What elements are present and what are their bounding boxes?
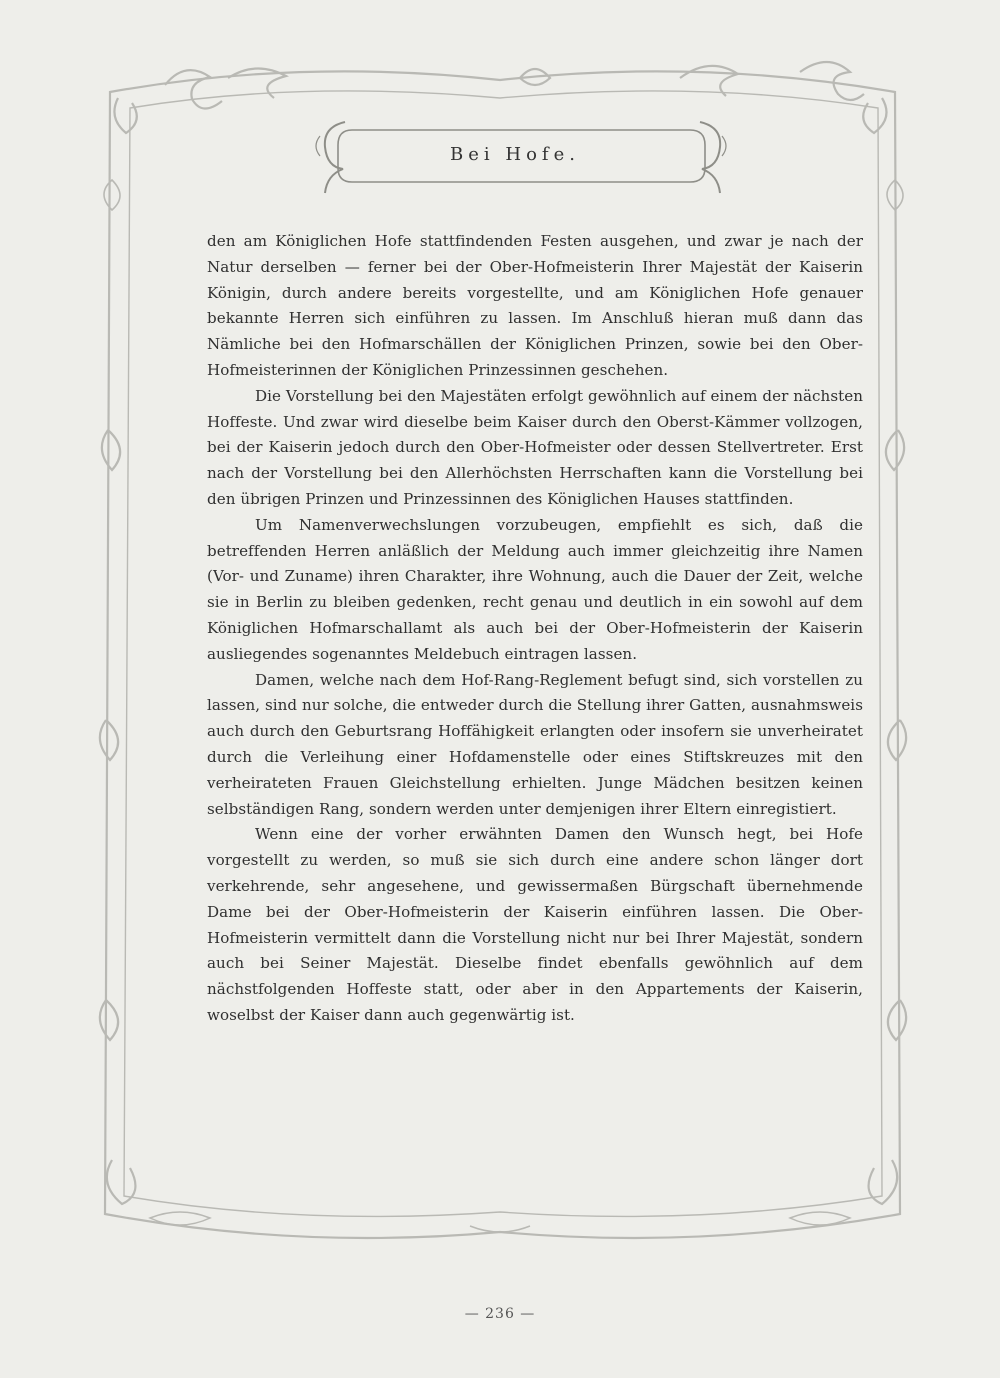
- paragraph-5: Wenn eine der vorher erwähnten Damen den Wunsch hegt, bei Hofe vorgestellt zu werden, so muß sie sich durch eine andere schon länger dort verkehrende, sehr angesehene, und gewissermaßen Bürgschaft übernehmende Dame bei der Ober-Hofmeisterin der Kaiserin einführen lassen. Die Ober-Hofmeisterin vermittelt dann die Vorstellung nicht nur bei Ihrer Majestät, sondern auch bei Seiner Majestät. Dieselbe findet ebenfalls gewöhnlich auf dem nächstfolgenden Hoffeste statt, oder aber in den Appartements der Kaiserin, woselbst der Kaiser dann auch gegenwärtig ist.: [207, 825, 863, 1024]
- body-text: [207, 229, 863, 1029]
- paragraph-4: Damen, welche nach dem Hof-Rang-Reglement befugt sind, sich vorstellen zu lassen, sind nur solche, die entweder durch die Stellung ihrer Gatten, ausnahmsweis auch durch den Geburtsrang Hoffähigkeit erlangten oder insofern sie unverheiratet durch die Verleihung einer Hofdamenstelle oder eines Stiftskreuzes mit den verheirateten Frauen Gleichstellung erhielten. Junge Mädchen besitzen keinen selbständigen Rang, sondern werden unter demjenigen ihrer Eltern einregistiert.: [207, 670, 863, 818]
- page-number: — 236 —: [464, 1306, 536, 1322]
- running-header: [318, 128, 712, 184]
- page-title: Bei Hofe.: [450, 144, 580, 165]
- paragraph-2: Die Vorstellung bei den Majestäten erfolgt gewöhnlich auf einem der nächsten Hoffeste. Und zwar wird dieselbe beim Kaiser durch den Oberst-Kämmer vollzogen, bei der Kaiserin jedoch durch den Ober-Hofmeister oder dessen Stellvertreter. Erst nach der Vorstellung bei den Allerhöchsten Herrschaften kann die Vorstellung bei den übrigen Prinzen und Prinzessinnen des Königlichen Hauses stattfinden.: [207, 386, 863, 508]
- paragraph-1: den am Königlichen Hofe stattfindenden Festen ausgehen, und zwar je nach der Natur derselben — ferner bei der Ober-Hofmeisterin Ihrer Majestät der Kaiserin Königin, durch andere bereits vorgestellte, und am Königlichen Hofe genauer bekannte Herren sich einführen zu lassen. Im Anschluß hieran muß dann das Nämliche bei den Hofmarschällen der Königlichen Prinzen, sowie bei den Ober-Hofmeisterinnen der Königlichen Prinzessinnen geschehen.: [207, 232, 863, 379]
- paragraph-3: Um Namenverwechslungen vorzubeugen, empfiehlt es sich, daß die betreffenden Herren anläßlich der Meldung auch immer gleichzeitig ihre Namen (Vor- und Zuname) ihren Charakter, ihre Wohnung, auch die Dauer der Zeit, welche sie in Berlin zu bleiben gedenken, recht genau und deutlich in ein sowohl auf dem Königlichen Hofmarschallamt als auch bei der Ober-Hofmeisterin der Kaiserin ausliegendes sogenanntes Meldebuch eintragen lassen.: [207, 515, 863, 663]
